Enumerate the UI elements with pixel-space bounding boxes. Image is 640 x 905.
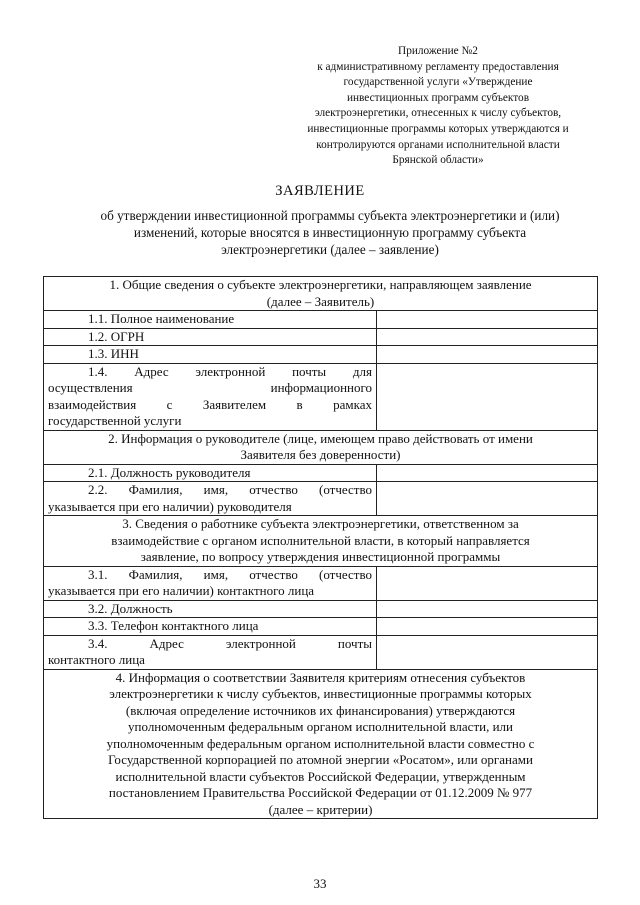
- document-subtitle: [60, 208, 600, 258]
- header-line: (далее – Заявитель): [266, 293, 375, 309]
- table-row: [44, 600, 598, 618]
- appendix-line: инвестиционные программы которых утверждаются и: [307, 122, 569, 135]
- table-row: [44, 635, 598, 669]
- label-line: 2.2. Фамилия, имя, отчество (отчество: [88, 482, 372, 497]
- value-cell-inn[interactable]: [377, 346, 598, 364]
- appendix-note: [286, 44, 590, 169]
- row-label: [44, 311, 377, 329]
- label-line: государственной услуги: [48, 413, 182, 428]
- label-line: 3.3. Телефон контактного лица: [88, 618, 259, 633]
- value-cell-contact-email[interactable]: [377, 635, 598, 669]
- row-label: [44, 464, 377, 482]
- application-form-table: [43, 276, 598, 819]
- header-line: электроэнергетики к числу субъектов, инвестиционные программы которых: [109, 686, 532, 701]
- appendix-line: инвестиционных программ субъектов: [346, 91, 530, 104]
- value-cell-email[interactable]: [377, 363, 598, 430]
- label-line: 3.4. Адрес электронной почты: [88, 635, 372, 651]
- label-line: взаимодействия с Заявителем в рамках: [48, 396, 372, 412]
- row-label: [44, 482, 377, 516]
- section-1-header: [44, 277, 598, 311]
- row-label: [44, 600, 377, 618]
- label-line: 1.3. ИНН: [88, 346, 139, 361]
- header-line: Заявителя без доверенности): [240, 447, 401, 462]
- appendix-line: контролируются органами исполнительной власти: [316, 138, 560, 151]
- appendix-line: электроэнергетики, отнесенных к числу субъектов,: [314, 107, 562, 120]
- label-line: 1.2. ОГРН: [88, 328, 145, 344]
- appendix-line: Приложение №2: [398, 45, 478, 57]
- header-line: исполнительной власти субъектов Российской Федерации, утвержденным: [115, 768, 526, 784]
- header-line: 4. Информация о соответствии Заявителя критериям отнесения субъектов: [115, 669, 526, 685]
- page-number: 33: [313, 876, 327, 891]
- document-title: ЗАЯВЛЕНИЕ: [275, 183, 365, 199]
- header-line: постановлением Правительства Российской Федерации от 01.12.2009 № 977: [108, 785, 533, 800]
- subtitle-line: об утверждении инвестиционной программы субъекта электроэнергетики и (или): [100, 208, 560, 223]
- table-row: [44, 363, 598, 430]
- table-row: [44, 482, 598, 516]
- section-header-row: [44, 430, 598, 464]
- label-line: указывается при его наличии) руководителя: [48, 498, 292, 514]
- value-cell-full-name[interactable]: [377, 311, 598, 329]
- appendix-line: государственной услуги «Утверждение: [343, 76, 533, 89]
- header-line: заявление, по вопросу утверждения инвестиционной программы: [140, 549, 501, 564]
- header-line: уполномоченным федеральным органом исполнительной власти, или: [128, 719, 513, 734]
- subtitle-line: изменений, которые вносятся в инвестиционную программу субъекта: [133, 224, 527, 240]
- row-label: [44, 346, 377, 364]
- header-line: Государственной корпорацией по атомной энергии «Росатом», или органами: [108, 752, 533, 767]
- subtitle-line: электроэнергетики (далее – заявление): [221, 241, 439, 257]
- value-cell-head-position[interactable]: [377, 464, 598, 482]
- section-3-header: [44, 516, 598, 567]
- section-2-header: [44, 430, 598, 464]
- header-line: взаимодействие с органом исполнительной власти, в который направляется: [111, 532, 530, 548]
- label-line: осуществления информационного: [48, 380, 372, 395]
- section-header-row: [44, 669, 598, 819]
- table-row: [44, 328, 598, 346]
- value-cell-head-name[interactable]: [377, 482, 598, 516]
- section-4-header: [44, 669, 598, 819]
- label-line: 1.4. Адрес электронной почты для: [88, 363, 372, 379]
- header-line: 3. Сведения о работнике субъекта электроэнергетики, ответственном за: [122, 516, 519, 531]
- row-label: [44, 328, 377, 346]
- label-line: 2.1. Должность руководителя: [88, 464, 251, 480]
- section-header-row: [44, 516, 598, 567]
- header-line: 2. Информация о руководителе (лице, имеющем право действовать от имени: [108, 430, 533, 446]
- table-row: [44, 346, 598, 364]
- appendix-line: Брянской области»: [392, 154, 484, 167]
- table-row: [44, 311, 598, 329]
- header-line: (включая определение источников их финансирования) утверждаются: [125, 702, 516, 718]
- value-cell-ogrn[interactable]: [377, 328, 598, 346]
- table-row: [44, 618, 598, 636]
- value-cell-contact-phone[interactable]: [377, 618, 598, 636]
- row-label: [44, 635, 377, 669]
- header-line: уполномоченным федеральным органом исполнительной власти совместно с: [106, 735, 535, 751]
- header-line: 1. Общие сведения о субъекте электроэнергетики, направляющем заявление: [109, 277, 532, 292]
- table-row: [44, 464, 598, 482]
- value-cell-contact-position[interactable]: [377, 600, 598, 618]
- label-line: указывается при его наличии) контактного лица: [48, 583, 315, 598]
- label-line: контактного лица: [48, 652, 145, 667]
- label-line: 3.2. Должность: [88, 600, 173, 616]
- value-cell-contact-name[interactable]: [377, 566, 598, 600]
- appendix-line: к административному регламенту предоставления: [317, 60, 559, 73]
- row-label: [44, 618, 377, 636]
- label-line: 3.1. Фамилия, имя, отчество (отчество: [88, 566, 372, 582]
- row-label: [44, 566, 377, 600]
- section-header-row: [44, 277, 598, 311]
- table-row: [44, 566, 598, 600]
- row-label: [44, 363, 377, 430]
- label-line: 1.1. Полное наименование: [88, 311, 235, 326]
- header-line: (далее – критерии): [268, 801, 373, 817]
